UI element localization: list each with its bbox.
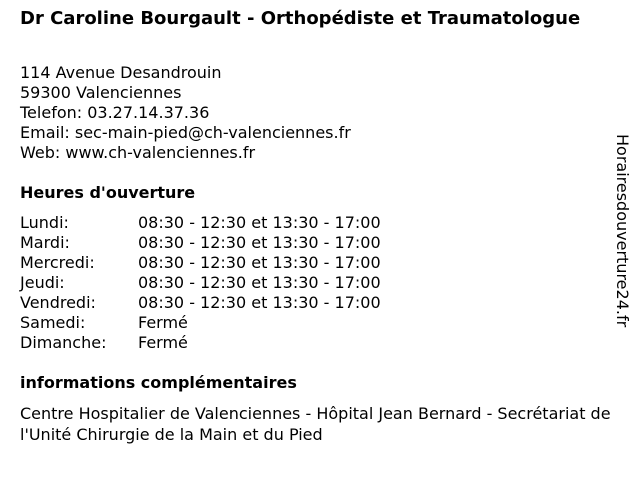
website-link: Web: www.ch-valenciennes.fr xyxy=(20,143,256,162)
info-heading: informations complémentaires xyxy=(20,373,297,392)
day-hours: 08:30 - 12:30 et 13:30 - 17:00 xyxy=(138,253,381,272)
day-hours: 08:30 - 12:30 et 13:30 - 17:00 xyxy=(138,213,381,232)
info-text: Centre Hospitalier de Valenciennes - Hôpital Jean Bernard - Secrétariat de l'Unité Chirurgie de la Main et du Pied xyxy=(20,404,611,444)
day-hours: 08:30 - 12:30 et 13:30 - 17:00 xyxy=(138,273,381,292)
page-title: Dr Caroline Bourgault - Orthopédiste et Traumatologue xyxy=(20,8,581,29)
phone-number: Telefon: 03.27.14.37.36 xyxy=(20,103,210,122)
day-hours: 08:30 - 12:30 et 13:30 - 17:00 xyxy=(138,233,381,252)
day-hours: Fermé xyxy=(138,313,188,332)
address-street: 114 Avenue Desandrouin xyxy=(20,63,222,82)
email-address: Email: sec-main-pied@ch-valenciennes.fr xyxy=(20,123,351,142)
day-label: Mercredi: xyxy=(20,253,95,272)
day-label: Lundi: xyxy=(20,213,69,232)
day-label: Vendredi: xyxy=(20,293,96,312)
watermark xyxy=(612,134,632,344)
watermark-text: Horairesdouverture24.fr xyxy=(613,134,632,328)
day-label: Samedi: xyxy=(20,313,86,332)
day-hours: Fermé xyxy=(138,333,188,352)
hours-heading: Heures d'ouverture xyxy=(20,183,196,202)
address-city: 59300 Valenciennes xyxy=(20,83,182,102)
day-label: Jeudi: xyxy=(20,273,65,292)
day-hours: 08:30 - 12:30 et 13:30 - 17:00 xyxy=(138,293,381,312)
day-label: Mardi: xyxy=(20,233,70,252)
contact-block xyxy=(20,63,351,163)
day-label: Dimanche: xyxy=(20,333,107,352)
